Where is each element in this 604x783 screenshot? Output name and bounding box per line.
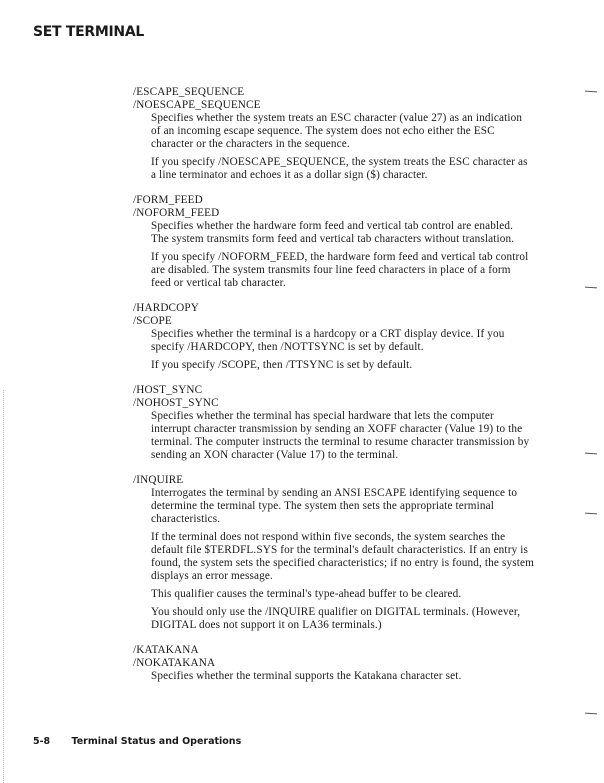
page-edge-dots [3,390,4,783]
qualifier-section [133,194,573,290]
margin-mark [585,513,597,515]
qualifier-section [133,384,573,462]
text-line: Interrogates the terminal by sending an ANSI ESCAPE identifying sequence to [151,487,518,499]
text-line: specify /HARDCOPY, then /NOTTSYNC is set by default. [151,341,424,353]
qualifier-name: /SCOPE [133,315,172,327]
description-paragraph [151,588,573,601]
text-line: are disabled. The system transmits four line feed characters in place of a form [151,264,511,276]
description-paragraph [151,156,573,182]
qualifier-section [133,302,573,372]
text-line: Specifies whether the terminal is a hardcopy or a CRT display device. If you [151,328,505,340]
text-line: of an incoming escape sequence. The system does not echo either the ESC [151,125,495,137]
text-line: DIGITAL does not support it on LA36 terminals.) [151,619,382,631]
text-line: If you specify /NOESCAPE_SEQUENCE, the system treats the ESC character as [151,156,528,168]
description-paragraph [151,359,573,372]
qualifier-name: /NOFORM_FEED [133,207,220,219]
description-paragraph [151,670,573,683]
text-line: This qualifier causes the terminal's type-ahead buffer to be cleared. [151,588,462,600]
text-line: displays an error message. [151,570,273,582]
description-paragraph [151,220,573,246]
text-line: Specifies whether the hardware form feed and vertical tab control are enabled. [151,220,514,232]
text-line: character or the characters in the sequence. [151,138,350,150]
text-line: If the terminal does not respond within five seconds, the system searches the [151,531,506,543]
qualifier-name: /NOESCAPE_SEQUENCE [133,99,261,111]
text-line: terminal. The computer instructs the terminal to resume character transmission by [151,436,530,448]
description-paragraph [151,328,573,354]
qualifier-name: /NOKATAKANA [133,657,216,669]
qualifier-section [133,86,573,182]
text-line: You should only use the /INQUIRE qualifier on DIGITAL terminals. (However, [151,606,521,618]
margin-mark [585,453,597,455]
qualifier-section [133,474,573,632]
qualifier-section [133,644,573,683]
description-paragraph [151,487,573,526]
margin-mark [585,287,597,289]
margin-mark [585,91,597,93]
margin-mark [585,713,597,715]
qualifier-name: /ESCAPE_SEQUENCE [133,86,245,98]
qualifier-name: /FORM_FEED [133,194,203,206]
qualifier-name: /HOST_SYNC [133,384,203,396]
qualifier-name: /INQUIRE [133,474,184,486]
text-line: determine the terminal type. The system then sets the appropriate terminal [151,500,494,512]
text-line: characteristics. [151,513,221,525]
text-line: Specifies whether the system treats an ESC character (value 27) as an indication [151,112,523,124]
text-line: If you specify /SCOPE, then /TTSYNC is set by default. [151,359,413,371]
page-number: 5-8 [33,736,51,747]
qualifier-name: /KATAKANA [133,644,199,656]
page-title: SET TERMINAL [33,24,144,40]
text-line: Specifies whether the terminal has special hardware that lets the computer [151,410,494,422]
text-line: Specifies whether the terminal supports the Katakana character set. [151,670,462,682]
text-line: If you specify /NOFORM_FEED, the hardware form feed and vertical tab control [151,251,529,263]
text-line: found, the system sets the specified characteristics; if no entry is found, the system [151,557,534,569]
description-paragraph [151,112,573,151]
text-line: sending an XON character (Value 17) to the terminal. [151,449,399,461]
qualifier-name: /NOHOST_SYNC [133,397,219,409]
text-line: feed or vertical tab character. [151,277,286,289]
description-paragraph [151,531,573,583]
description-paragraph [151,410,573,462]
text-line: default file $TERDFL.SYS for the terminal's default characteristics. If an entry is [151,544,529,556]
description-paragraph [151,251,573,290]
document-body [133,86,573,695]
text-line: interrupt character transmission by sending an XOFF character (Value 19) to the [151,423,523,435]
description-paragraph [151,606,573,632]
page-footer [33,736,241,747]
qualifier-name: /HARDCOPY [133,302,200,314]
chapter-title: Terminal Status and Operations [71,736,242,747]
text-line: The system transmits form feed and vertical tab characters without translation. [151,233,515,245]
text-line: a line terminator and echoes it as a dollar sign ($) character. [151,169,428,181]
